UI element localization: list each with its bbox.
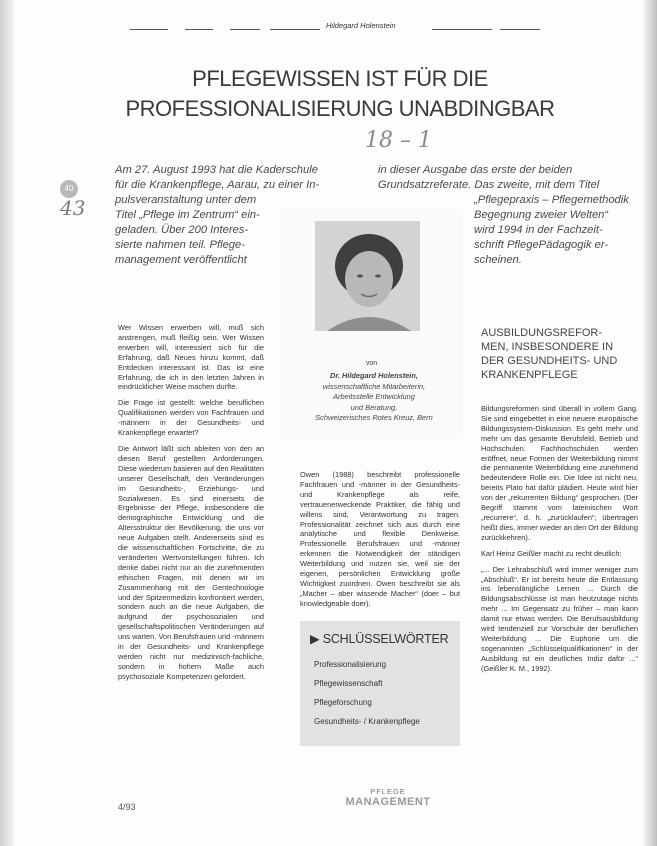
- keyword-item: Gesundheits- / Krankenpflege: [314, 717, 420, 726]
- keywords-list: [314, 655, 454, 731]
- magazine-logo: [318, 787, 458, 808]
- intro-line: sierte nahmen teil. Pflege-: [115, 239, 245, 251]
- triangle-right-icon: ▶: [310, 632, 320, 646]
- section-heading: [481, 326, 641, 382]
- intro-line: management veröffentlicht: [115, 254, 247, 266]
- page-binding-shadow-left: [0, 0, 14, 846]
- logo-top-text: PFLEGE: [370, 787, 406, 796]
- header-rule: [270, 29, 320, 30]
- portrait-image: [315, 221, 420, 331]
- photo-caption: [290, 371, 458, 424]
- photo-caption-von: von: [365, 360, 378, 367]
- intro-line: pulsveranstaltung unter dem: [115, 194, 257, 206]
- paragraph: Die Antwort läßt sich ableiten von den an diesen Beruf gestellten Anforderungen. Diese wiederum basieren auf den Realitäten unserer Gesellschaft, den Veränderungen im Gesundheits-, Erziehungs- und Sozialwesen. Es sind einerseits die Ergebnisse der Pflege, insbesondere die demographische Entwicklung und die Altersstruktur der Bevölkerung, die uns vor neue Aufgaben stellt. Andererseits sind es die wissenschaftlichen Fortschritte, die zu veränderten Wertvorstellungen führen. Ich denke dabei nicht nur an die zunehmenden ethischen Fragen, mit denen wir im Zusammenhang mit der Gentechnologie und der Spitzenmedizin konfrontiert werden, sondern auch an die neue Aufgaben, die aufgrund der psychosozialen und gesellschaftspolitischen Veränderungen auf uns warten. Von Berufsfrauen und -männern in der Gesundheits- und Krankenpflege werden nicht nur medizinisch-fachliche, sondern in hohem Maße auch psychosoziale Kompetenzen gefordert.: [118, 443, 264, 681]
- keywords-title: [310, 631, 448, 646]
- intro-line: scheinen.: [474, 254, 522, 266]
- keyword-item: Pflegeforschung: [314, 698, 372, 707]
- intro-line: wird 1994 in der Fachzeit-: [474, 224, 603, 236]
- paragraph: Karl Heinz Geißler macht zu recht deutlich:: [481, 548, 622, 558]
- intro-line: „Pflegepraxis – Pflegemethodik: [474, 194, 629, 206]
- header-rule: [130, 29, 168, 30]
- intro-line: in dieser Ausgabe das erste der beiden: [378, 164, 573, 176]
- body-column-2: [300, 470, 460, 615]
- page-binding-shadow-right: [643, 0, 657, 846]
- footer-issue-number: 4/93: [118, 802, 136, 812]
- body-column-3: [481, 404, 638, 680]
- keywords-title-text: SCHLÜSSELWÖRTER: [322, 632, 449, 646]
- heading-line: MEN, INSBESONDERE IN: [481, 341, 614, 353]
- caption-line: wissenschaftliche Mitarbeiterin,: [322, 381, 426, 391]
- keywords-box: [300, 621, 460, 746]
- header-rule: [500, 29, 540, 30]
- intro-line: für die Krankenpflege, Aarau, zu einer In-: [115, 179, 320, 191]
- paragraph: „... Der Lehrabschluß wird immer weniger zum „Abschluß“. Er ist bereits heute die Entlassung ins lebenslängliche Lernen ... Durch die Bildungsabschlüsse ist man heutzutage nichts mehr ... Im Gegensatz zu früher – man kann damit nur etwas werden. Die Berufsausbildung wird tendenziell zur Vorschule der beruflichen Weiterbildung ... Die Euphorie um die sogenannten „Schlüsselqualifikationen“ in der Ausbildung ist ein deutliches Indiz dafür ...“ (Geißler K. M., 1992).: [481, 564, 638, 673]
- body-column-1: [118, 323, 264, 688]
- heading-line: DER GESUNDHEITS- UND: [481, 355, 618, 367]
- title-line: PFLEGEWISSEN IST FÜR DIE: [192, 66, 488, 91]
- header-rule: [230, 29, 260, 30]
- caption-line: und Beratung,: [350, 402, 398, 412]
- intro-line: geladen. Über 200 Interes-: [115, 224, 249, 236]
- title-line: PROFESSIONALISIERUNG UNABDINGBAR: [125, 96, 555, 121]
- intro-line: Grundsatzreferate. Das zweite, mit dem Titel: [378, 179, 600, 191]
- author-name: Hildegard Holenstein: [326, 21, 396, 30]
- header-rule: [432, 29, 492, 30]
- handwritten-note: 18 – 1: [365, 128, 432, 153]
- pencil-annotation: 43: [60, 196, 86, 220]
- keyword-item: Pflegewissenschaft: [314, 679, 383, 688]
- paragraph: Wer Wissen erwerben will, muß sich anstrengen, muß fleißig sein. Wer Wissen erwerben will, interessiert sich für die Erfahrung, daß Neues hinzu kommt, daß Entdecken interessant ist. Das ist eine Erfahrung, die ich in den letzten Jahren in eindrücklicher Weise machen durfte.: [118, 323, 264, 392]
- article-title: [60, 64, 620, 124]
- intro-line: Titel „Pflege im Zentrum“ ein-: [115, 209, 260, 221]
- heading-line: KRANKENPFLEGE: [481, 369, 578, 381]
- paragraph: Die Frage ist gestellt: welche beruflichen Qualifikationen werden von Fachfrauen und -männern in der Gesundheits- und Krankenpflege erwartet?: [118, 398, 264, 438]
- intro-line: Am 27. August 1993 hat die Kaderschule: [115, 164, 318, 176]
- keyword-item: Professionalisierung: [314, 660, 387, 669]
- paragraph: Bildungsreformen sind überall in vollem Gang. Sie sind eingebettet in eine neuere europäische Bildungssystem-Diskussion. Es geht mehr und mehr um das gesamte Berufsfeld, Betrieb und Hochschulen. Fachhochschulen werden eröffnet, neue Formen der Weiterbildung nimmt die permanente Weiterbildung eine zunehmend bedeutendere Rolle ein. Die Idee ist nicht neu, bereits Plato hat dafür plädiert. Heute wird hier von der „rekurrenten Bildung“ gesprochen. (Der Begriff stammt vom lateinischen Wort „recurrere“, d. h. „zurücklaufen“; übertragen heißt dies, immer wieder an den Ort der Bildung zurückkehren).: [481, 404, 638, 542]
- logo-main-text: MANAGEMENT: [345, 796, 431, 808]
- caption-line: Arbeitsstelle Entwicklung: [333, 392, 415, 401]
- intro-line: schrift PflegePädagogik er-: [474, 239, 609, 251]
- caption-line: Schweizerisches Rotes Kreuz, Bern: [315, 413, 433, 422]
- author-portrait: [315, 221, 420, 331]
- intro-line: Begegnung zweier Welten“: [474, 209, 609, 221]
- paragraph: Owen (1988) beschreibt professionelle Fachfrauen und -männer in der Gesundheits- und Krankenpflege als reife, vertrauenerweckende Praktiker, die fähig und willens sind, Verantwortung zu tragen. Professionalität zeichnet sich aus durch eine analytische und flexible Denkweise. Professionelle Berufsfrauen und -männer erkennen die Notwendigkeit der ständigen Weiterbildung und nutzen sie, weil sie der eigenen, persönlichen Entwicklung große Wichtigkeit zuordnen. Owen beschreibt sie als „Macher – aber wissende Macher“ (doer – but knowledgeable doer).: [300, 470, 460, 608]
- caption-line: Dr. Hildegard Holenstein,: [330, 371, 418, 380]
- side-page-badge: 40: [60, 180, 78, 198]
- heading-line: AUSBILDUNGSREFOR-: [481, 327, 603, 339]
- header-rule: [185, 29, 213, 30]
